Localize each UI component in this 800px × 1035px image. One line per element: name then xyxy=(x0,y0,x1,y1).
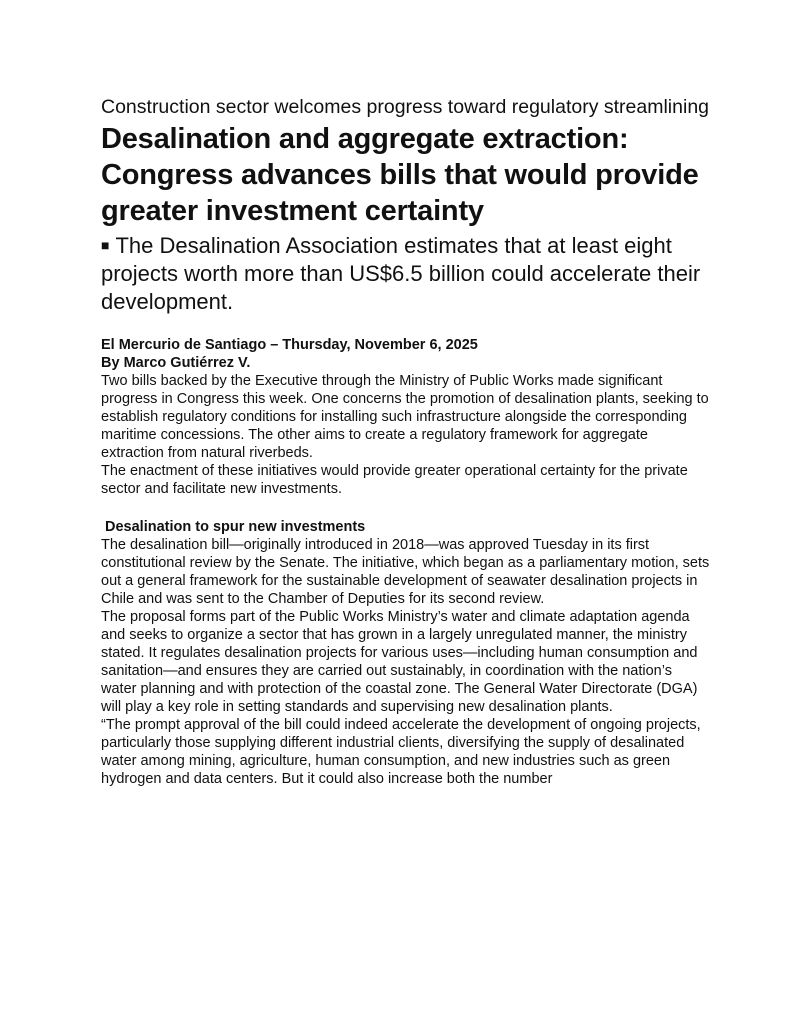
byline: By Marco Gutiérrez V. xyxy=(101,355,251,371)
deck-text: The Desalination Association estimates that at least eight projects worth more than US$6.5 billion could accelerate their development. xyxy=(101,233,701,314)
source-line: El Mercurio de Santiago – Thursday, November 6, 2025 xyxy=(101,337,478,353)
paragraph: The enactment of these initiatives would provide greater operational certainty for the private sector and facilitate new investments. xyxy=(101,463,688,497)
paragraph: The desalination bill—originally introduced in 2018—was approved Tuesday in its first constitutional review by the Senate. The initiative, which began as a parliamentary motion, sets out a general framework for the sustainable development of seawater desalination projects in Chile and was sent to the Chamber of Deputies for its second review. xyxy=(101,537,710,607)
article-kicker: Construction sector welcomes progress toward regulatory streamlining xyxy=(101,96,710,118)
article-meta xyxy=(101,336,711,372)
paragraph: The proposal forms part of the Public Works Ministry’s water and climate adaptation agenda and seeks to organize a sector that has grown in a largely unregulated manner, the ministry stated. It regulates desalination projects for various uses—including human consumption and sanitation—and ensures they are carried out sustainably, in coordination with the nation’s water planning and with protection of the coastal zone. The General Water Directorate (DGA) will play a key role in setting standards and supervising new desalination plants. xyxy=(101,609,698,715)
article-deck xyxy=(101,231,711,316)
article xyxy=(101,96,711,788)
square-bullet-icon: ■ xyxy=(101,237,110,253)
section-subheading: Desalination to spur new investments xyxy=(105,519,366,535)
paragraph: Two bills backed by the Executive through the Ministry of Public Works made significant progress in Congress this week. One concerns the promotion of desalination plants, seeking to establish regulatory conditions for installing such infrastructure alongside the corresponding maritime concessions. The other aims to create a regulatory framework for aggregate extraction from natural riverbeds. xyxy=(101,373,709,461)
paragraph: “The prompt approval of the bill could indeed accelerate the development of ongoing projects, particularly those supplying different industrial clients, diversifying the supply of desalinated water among mining, agriculture, human consumption, and new industries such as green hydrogen and data centers. But it could also increase both the number xyxy=(101,717,701,787)
article-headline: Desalination and aggregate extraction: Congress advances bills that would provide greater investment certainty xyxy=(101,123,699,227)
